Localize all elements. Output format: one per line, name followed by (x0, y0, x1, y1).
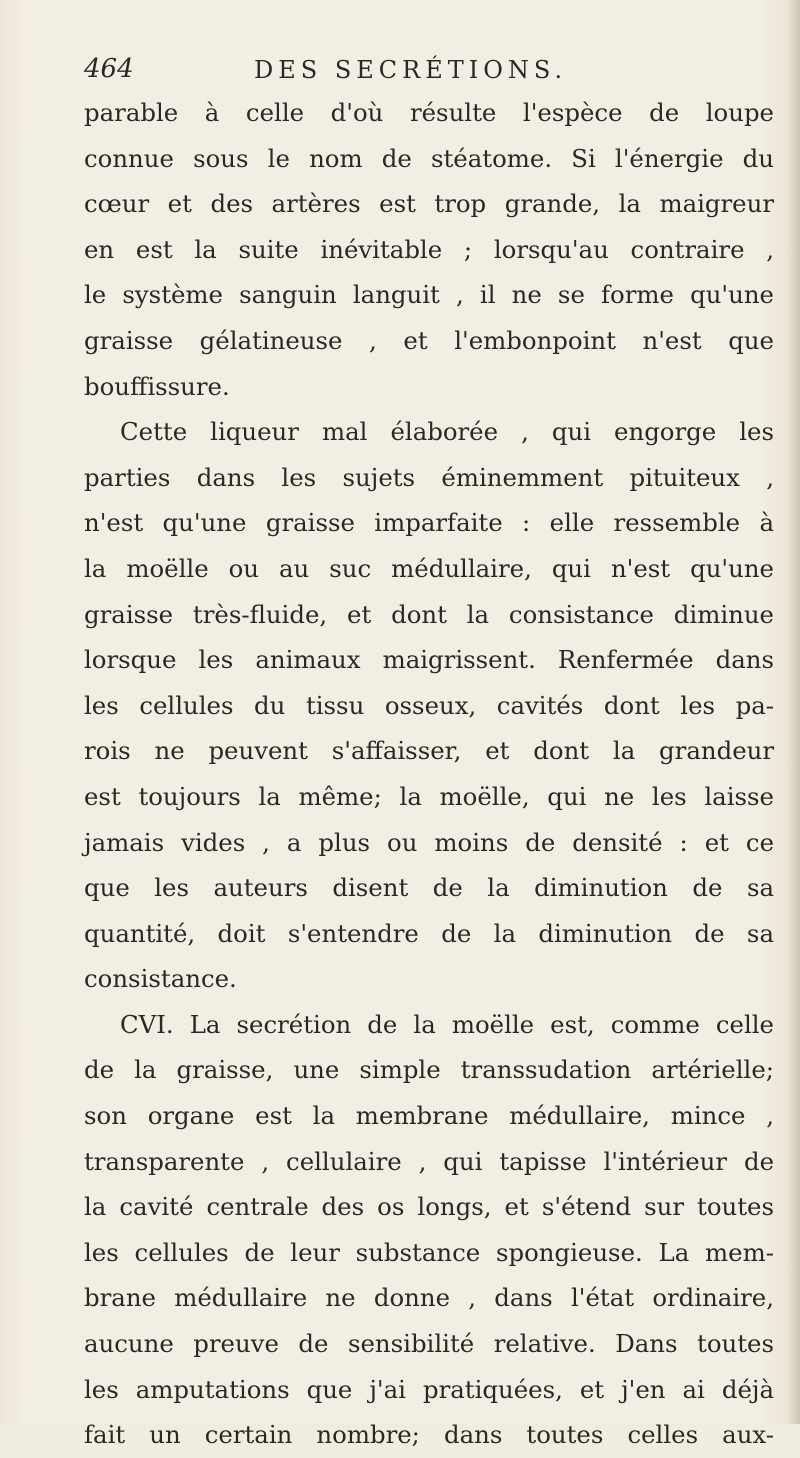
text-line: de la graisse, une simple transsudation artérielle; (84, 1055, 774, 1085)
page-number: 464 (84, 54, 134, 84)
text-line: jamais vides , a plus ou moins de densité : et ce (84, 827, 774, 857)
text-line: Cette liqueur mal élaborée , qui engorge les (120, 417, 774, 447)
text-line: parable à celle d'où résulte l'espèce de loupe (84, 98, 774, 127)
text-line: est toujours la même; la moëlle, qui ne les laisse (84, 781, 774, 811)
text-line: rois ne peuvent s'affaisser, et dont la grandeur (84, 736, 774, 766)
text-line: son organe est la membrane médullaire, mince , (84, 1101, 774, 1131)
text-line: parties dans les sujets éminemment pituiteux , (84, 462, 774, 492)
text-line: les cellules du tissu osseux, cavités dont les pa- (84, 690, 774, 720)
text-line: CVI. La secrétion de la moëlle est, comme celle (120, 1009, 774, 1039)
text-line: graisse gélatineuse , et l'embonpoint n'est que (84, 325, 774, 355)
body-text (84, 90, 774, 1458)
text-line: les amputations que j'ai pratiquées, et j'en ai déjà (84, 1374, 774, 1404)
page-header (84, 54, 774, 94)
text-line: graisse très-fluide, et dont la consistance diminue (84, 599, 774, 629)
text-line: brane médullaire ne donne , dans l'état ordinaire, (84, 1283, 774, 1313)
page-edge-shadow (786, 0, 800, 1424)
text-line: la moëlle ou au suc médullaire, qui n'est qu'une (84, 553, 774, 583)
text-line: les cellules de leur substance spongieuse. La mem- (84, 1237, 774, 1267)
text-line: cœur et des artères est trop grande, la maigreur (84, 189, 774, 219)
text-line: fait un certain nombre; dans toutes celles aux- (84, 1420, 774, 1450)
text-line: en est la suite inévitable ; lorsqu'au contraire , (84, 234, 774, 264)
text-line: bouffissure. (84, 371, 230, 401)
text-line: que les auteurs disent de la diminution de sa (84, 873, 774, 903)
text-line: lorsque les animaux maigrissent. Renfermée dans (84, 645, 774, 675)
text-line: n'est qu'une graisse imparfaite : elle ressemble à (84, 508, 774, 538)
text-line: quantité, doit s'entendre de la diminution de sa (84, 918, 774, 948)
text-line: consistance. (84, 964, 237, 994)
text-line: la cavité centrale des os longs, et s'étend sur toutes (84, 1192, 774, 1222)
running-head: DES SECRÉTIONS. (254, 56, 568, 84)
text-line: connue sous le nom de stéatome. Si l'énergie du (84, 143, 774, 173)
text-line: le système sanguin languit , il ne se forme qu'une (84, 280, 774, 310)
text-line: aucune preuve de sensibilité relative. Dans toutes (84, 1329, 774, 1359)
text-line: transparente , cellulaire , qui tapisse l'intérieur de (84, 1146, 774, 1176)
